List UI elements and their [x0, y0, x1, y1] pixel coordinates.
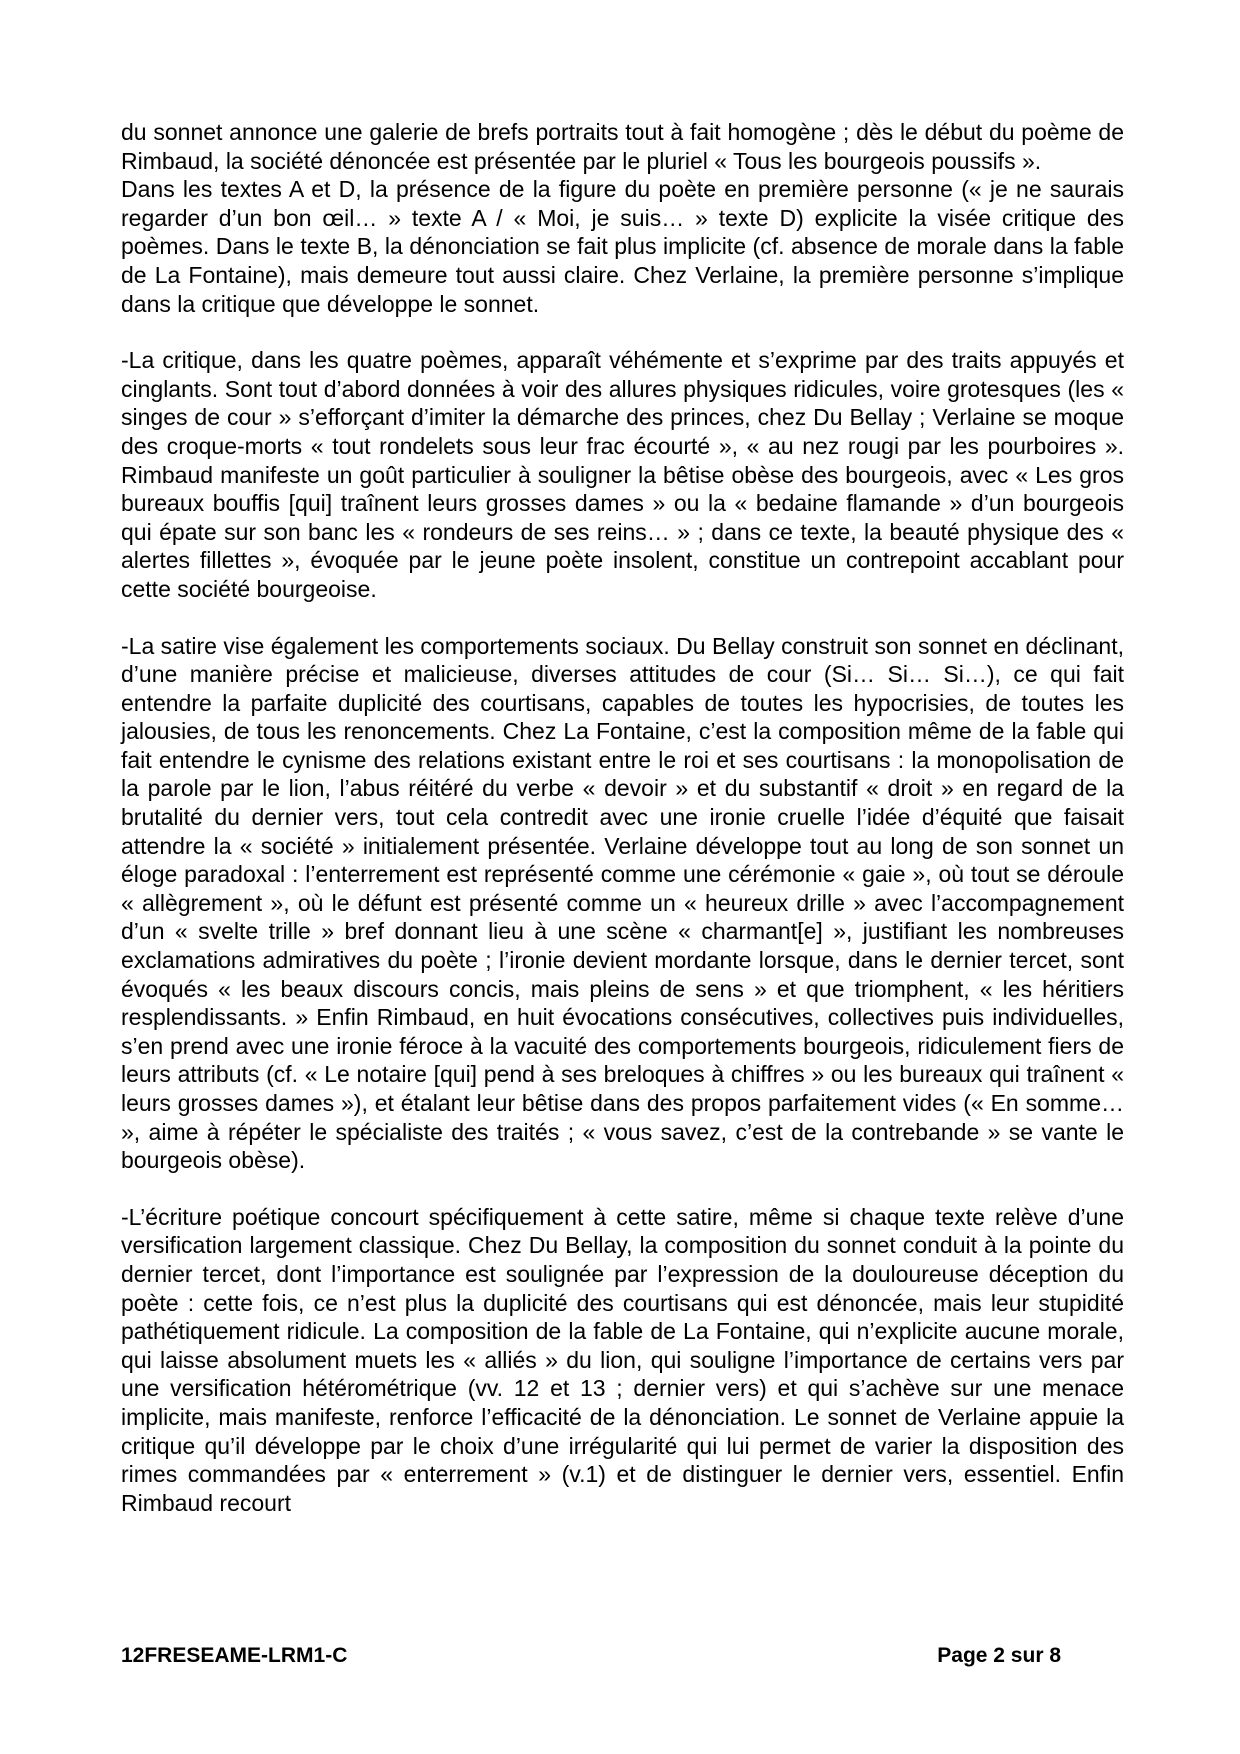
- paragraph-physical-critique: -La critique, dans les quatre poèmes, apparaît véhémente et s’exprime par des traits appuyés et cinglants. Sont tout d’abord données à voir des allures physiques ridicules, voire grotesques (les « singes de cour » s’efforçant d’imiter la démarche des princes, chez Du Bellay ; Verlaine se moque des croque-morts « tout rondelets sous leur frac écourté », « au nez rougi par les pourboires ». Rimbaud manifeste un goût particulier à souligner la bêtise obèse des bourgeois, avec « Les gros bureaux bouffis [qui] traînent leurs grosses dames » ou la « bedaine flamande » d’un bourgeois qui épate sur son banc les « rondeurs de ses reins… » ; dans ce texte, la beauté physique des « alertes fillettes », évoquée par le jeune poète insolent, constitue un contrepoint accablant pour cette société bourgeoise.: [121, 347, 1124, 602]
- page-footer: [121, 1644, 1061, 1668]
- paragraph-intro: du sonnet annonce une galerie de brefs portraits tout à fait homogène ; dès le début du poème de Rimbaud, la société dénoncée est présentée par le pluriel « Tous les bourgeois poussifs ».: [121, 119, 1124, 174]
- page-number: Page 2 sur 8: [937, 1644, 1061, 1667]
- document-code: 12FRESEAME-LRM1-C: [121, 1644, 348, 1667]
- paragraph-social-satire: -La satire vise également les comportements sociaux. Du Bellay construit son sonnet en déclinant, d’une manière précise et malicieuse, diverses attitudes de cour (Si… Si… Si…), ce qui fait entendre la parfaite duplicité des courtisans, capables de toutes les hypocrisies, de toutes les jalousies, de tous les renoncements. Chez La Fontaine, c’est la composition même de la fable qui fait entendre le cynisme des relations existant entre le roi et ses courtisans : la monopolisation de la parole par le lion, l’abus réitéré du verbe « devoir » et du substantif « droit » en regard de la brutalité du dernier vers, tout cela contredit avec une ironie cruelle l’idée d’équité que faisait attendre la « société » initialement présentée. Verlaine développe tout au long de son sonnet un éloge paradoxal : l’enterrement est représenté comme une cérémonie « gaie », où tout se déroule « allègrement », où le défunt est présenté comme un « heureux drille » avec l’accompagnement d’un « svelte trille » bref donnant lieu à une scène « charmant[e] », justifiant les nombreuses exclamations admiratives du poète ; l’ironie devient mordante lorsque, dans le dernier tercet, sont évoqués « les beaux discours concis, mais pleins de sens » et que triomphent, « les héritiers resplendissants. » Enfin Rimbaud, en huit évocations consécutives, collectives puis individuelles, s’en prend avec une ironie féroce à la vacuité des comportements bourgeois, ridiculement fiers de leurs attributs (cf. « Le notaire [qui] pend à ses breloques à chiffres » ou les bureaux qui traînent « leurs grosses dames »), et étalant leur bêtise dans des propos parfaitement vides (« En somme… », aime à répéter le spécialiste des traités ; « vous savez, c’est de la contrebande » se vante le bourgeois obèse).: [121, 632, 1124, 1174]
- paragraph-first-person: Dans les textes A et D, la présence de la figure du poète en première personne (« je ne saurais regarder d’un bon œil… » texte A / « Moi, je suis… » texte D) explicite la visée critique des poèmes. Dans le texte B, la dénonciation se fait plus implicite (cf. absence de morale dans la fable de La Fontaine), mais demeure tout aussi claire. Chez Verlaine, la première personne s’implique dans la critique que développe le sonnet.: [121, 176, 1124, 317]
- document-body: [121, 118, 1124, 1545]
- paragraph-poetic-writing: -L’écriture poétique concourt spécifiquement à cette satire, même si chaque texte relève d’une versification largement classique. Chez Du Bellay, la composition du sonnet conduit à la pointe du dernier tercet, dont l’importance est soulignée par l’expression de la douloureuse déception du poète : cette fois, ce n’est plus la duplicité des courtisans qui est dénoncée, mais leur stupidité pathétiquement ridicule. La composition de la fable de La Fontaine, qui n’explicite aucune morale, qui laisse absolument muets les « alliés » du lion, qui souligne l’importance de certains vers par une versification hétérométrique (vv. 12 et 13 ; dernier vers) et qui s’achève sur une menace implicite, mais manifeste, renforce l’efficacité de la dénonciation. Le sonnet de Verlaine appuie la critique qu’il développe par le choix d’une irrégularité qui lui permet de varier la disposition des rimes commandées par « enterrement » (v.1) et de distinguer le dernier vers, essentiel. Enfin Rimbaud recourt: [121, 1203, 1124, 1516]
